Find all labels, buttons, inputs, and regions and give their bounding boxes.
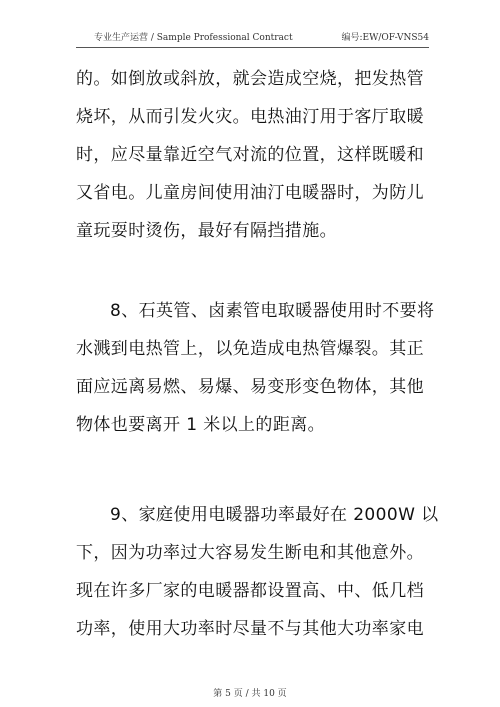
- page-footer: [0, 686, 500, 699]
- text-line: 烧坏，从而引发火灾。电热油汀用于客厅取暖: [76, 107, 424, 127]
- header-title: 专业生产运营 / Sample Professional Contract: [94, 33, 293, 43]
- text-line: 水溅到电热管上，以免造成电热管爆裂。其正: [76, 339, 424, 359]
- text-line: 功率，使用大功率时尽量不与其他大功率家电: [76, 619, 424, 639]
- paragraph-item-9: [76, 496, 439, 648]
- page-header: [76, 32, 429, 48]
- text-line: 的。如倒放或斜放，就会造成空烧，把发热管: [76, 69, 424, 89]
- page-number: 第 5 页 / 共 10 页: [213, 689, 287, 699]
- paragraph-continuation: [76, 60, 426, 250]
- text-line: 又省电。儿童房间使用油汀电暖器时，为防儿: [76, 183, 424, 203]
- text-line: 9、家庭使用电暖器功率最好在 2000W 以: [110, 505, 439, 525]
- text-line: 物体也要离开 1 米以上的距离。: [76, 415, 326, 435]
- text-line: 时，应尽量靠近空气对流的位置，这样既暖和: [76, 145, 424, 165]
- text-line: 下，因为功率过大容易发生断电和其他意外。: [76, 543, 424, 563]
- document-number: 编号:EW/OF-VNS54: [341, 33, 429, 43]
- text-line: 面应远离易燃、易爆、易变形变色物体，其他: [76, 377, 424, 397]
- paragraph-item-8: [76, 292, 435, 444]
- text-line: 8、石英管、卤素管电取暖器使用时不要将: [110, 301, 435, 321]
- text-line: 现在许多厂家的电暖器都设置高、中、低几档: [76, 581, 424, 601]
- text-line: 童玩耍时烫伤，最好有隔挡措施。: [76, 221, 337, 241]
